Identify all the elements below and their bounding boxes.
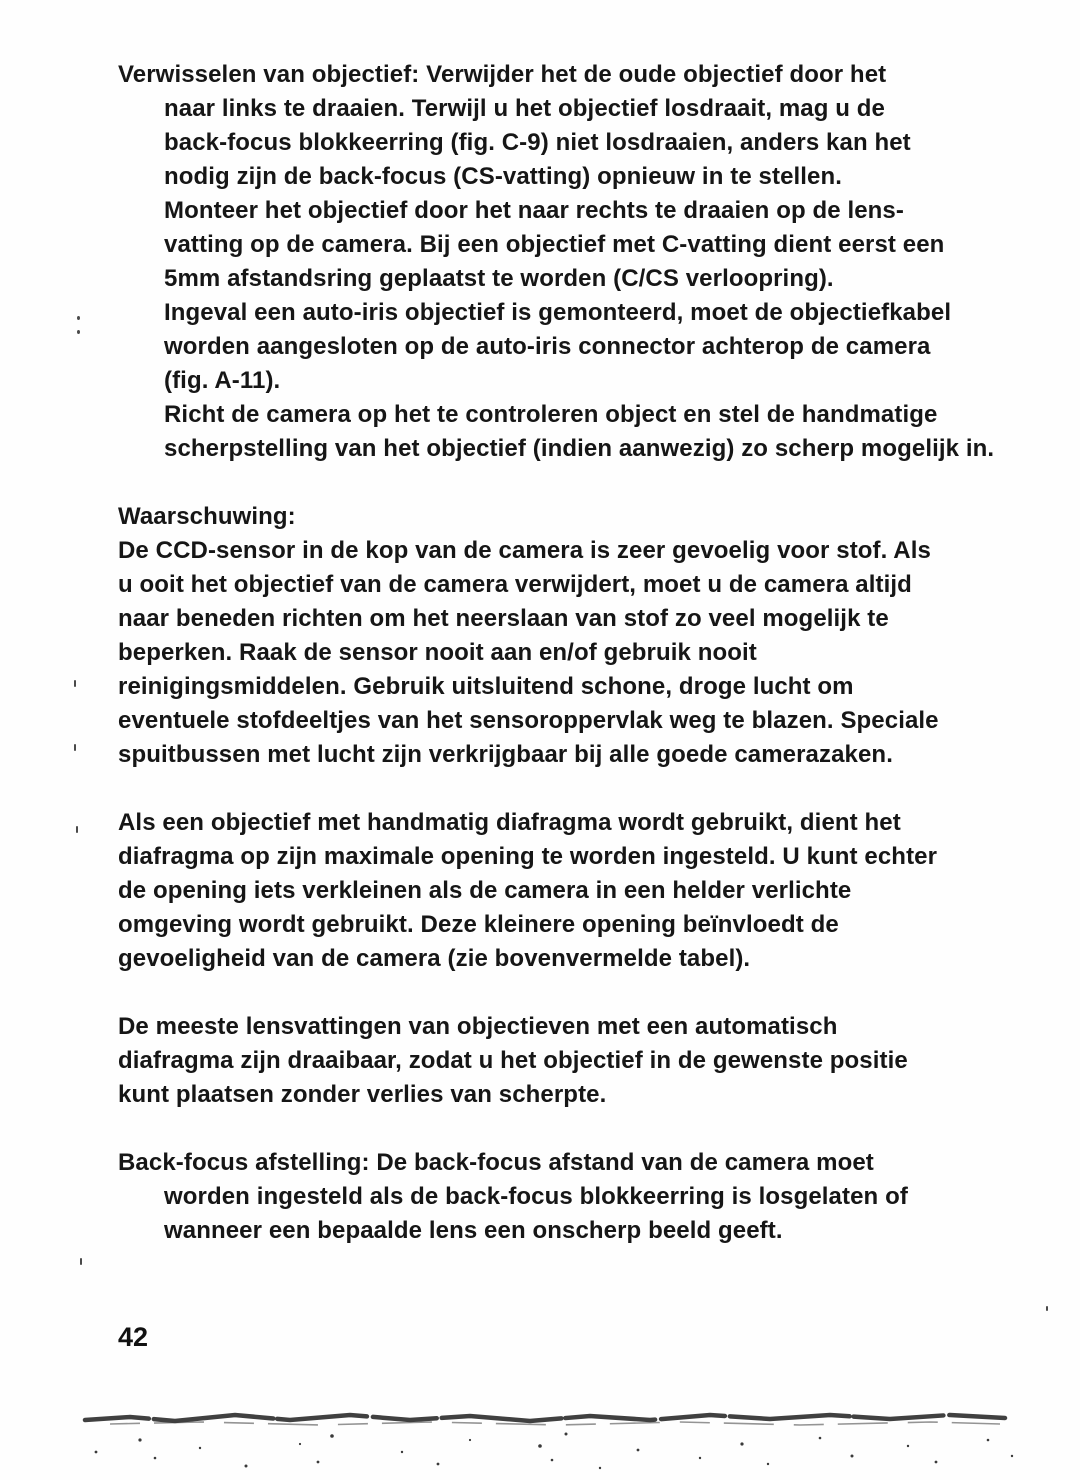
scan-artifact-line <box>0 1400 1080 1480</box>
text-line: diafragma zijn draaibaar, zodat u het objectief in de gewenste positie <box>118 1047 908 1074</box>
text-line: naar links te draaien. Terwijl u het objectief losdraait, mag u de <box>164 95 886 122</box>
text-line: wanneer een bepaalde lens een onscherp beeld geeft. <box>164 1217 783 1244</box>
scan-noise-speck <box>80 1258 82 1265</box>
text-line: vatting op de camera. Bij een objectief met C-vatting dient eerst een <box>164 231 945 258</box>
text-line: beperken. Raak de sensor nooit aan en/of gebruik nooit <box>118 639 757 666</box>
scan-noise-speck <box>74 680 76 687</box>
page-number: 42 <box>118 1322 149 1352</box>
scan-noise-speck <box>76 826 78 833</box>
text-line: Waarschuwing: <box>118 503 296 530</box>
text-line: worden aangesloten op de auto-iris connector achterop de camera <box>164 333 931 360</box>
text-line: nodig zijn de back-focus (CS-vatting) opnieuw in te stellen. <box>164 163 843 190</box>
text-line: eventuele stofdeeltjes van het sensoroppervlak weg te blazen. Speciale <box>118 707 939 734</box>
paragraph <box>118 58 1048 466</box>
text-line: gevoeligheid van de camera (zie bovenvermelde tabel). <box>118 945 751 972</box>
text-block <box>118 58 1048 1282</box>
text-line: 5mm afstandsring geplaatst te worden (C/CS verloopring). <box>164 265 834 292</box>
text-line: worden ingesteld als de back-focus blokkeerring is losgelaten of <box>164 1183 908 1210</box>
text-line: De CCD-sensor in de kop van de camera is zeer gevoelig voor stof. Als <box>118 537 931 564</box>
paragraph <box>118 500 1048 772</box>
text-line: Verwisselen van objectief: Verwijder het de oude objectief door het <box>118 61 887 88</box>
text-line: Back-focus afstelling: De back-focus afstand van de camera moet <box>118 1149 874 1176</box>
paragraph <box>118 1146 1048 1248</box>
scan-noise-speck <box>74 744 76 751</box>
text-line: Ingeval een auto-iris objectief is gemonteerd, moet de objectiefkabel <box>164 299 952 326</box>
text-line: Als een objectief met handmatig diafragma wordt gebruikt, dient het <box>118 809 901 836</box>
text-line: naar beneden richten om het neerslaan van stof zo veel mogelijk te <box>118 605 889 632</box>
paragraph <box>118 806 1048 976</box>
text-line: Monteer het objectief door het naar rechts te draaien op de lens- <box>164 197 904 224</box>
paragraph <box>118 1010 1048 1112</box>
text-line: spuitbussen met lucht zijn verkrijgbaar bij alle goede camerazaken. <box>118 741 893 768</box>
text-line: back-focus blokkeerring (fig. C-9) niet losdraaien, anders kan het <box>164 129 911 156</box>
text-line: de opening iets verkleinen als de camera in een helder verlichte <box>118 877 852 904</box>
scan-noise-speck <box>77 330 80 334</box>
text-line: De meeste lensvattingen van objectieven met een automatisch <box>118 1013 838 1040</box>
text-line: diafragma op zijn maximale opening te worden ingesteld. U kunt echter <box>118 843 938 870</box>
text-line: reinigingsmiddelen. Gebruik uitsluitend schone, droge lucht om <box>118 673 854 700</box>
scan-noise-speck <box>77 316 80 320</box>
scan-noise-speck <box>1046 1306 1048 1311</box>
text-line: scherpstelling van het objectief (indien aanwezig) zo scherp mogelijk in. <box>164 435 995 462</box>
text-line: u ooit het objectief van de camera verwijdert, moet u de camera altijd <box>118 571 912 598</box>
text-line: kunt plaatsen zonder verlies van scherpte. <box>118 1081 607 1108</box>
text-line: Richt de camera op het te controleren object en stel de handmatige <box>164 401 938 428</box>
text-line: (fig. A-11). <box>164 367 281 394</box>
text-line: omgeving wordt gebruikt. Deze kleinere opening beïnvloedt de <box>118 911 839 938</box>
